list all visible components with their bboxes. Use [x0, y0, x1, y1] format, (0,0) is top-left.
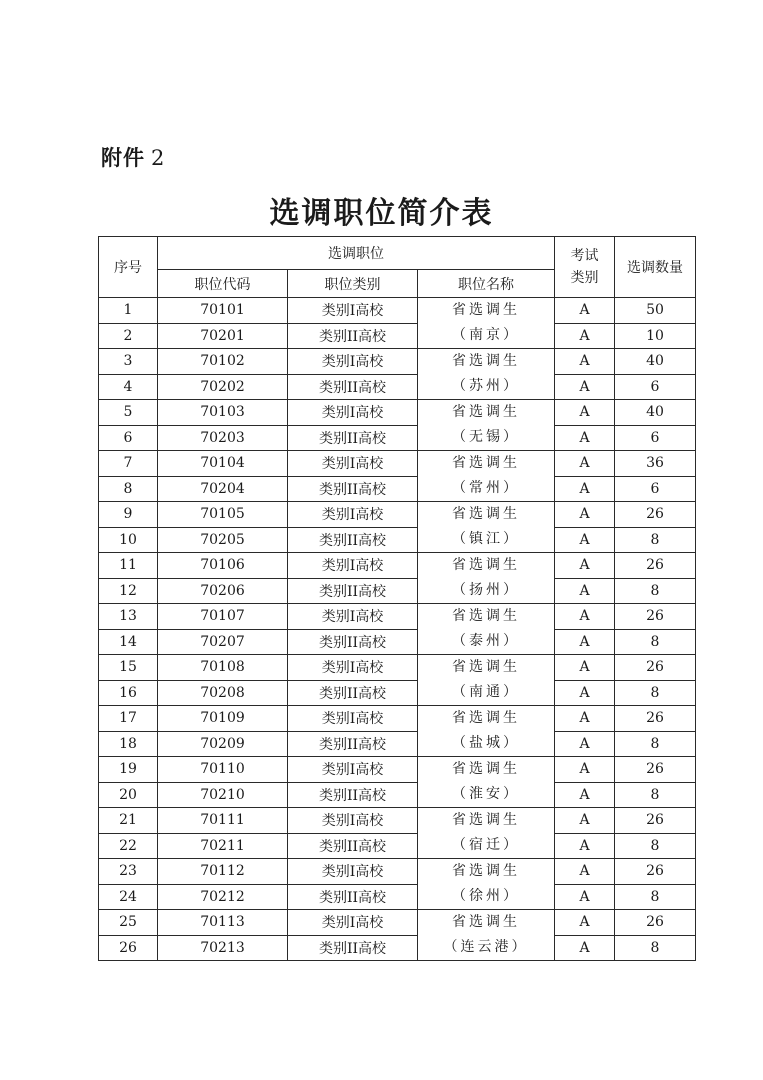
cell-quota: 26: [615, 706, 696, 732]
attachment-label: [101, 142, 165, 172]
cell-position-name: [418, 604, 555, 655]
cell-code: 70108: [158, 655, 288, 681]
cell-code: 70203: [158, 425, 288, 451]
attachment-number: 2: [151, 146, 166, 170]
cell-seq: 6: [99, 425, 158, 451]
cell-category: 类别I高校: [288, 808, 418, 834]
position-name-line2: （扬州）: [452, 582, 520, 598]
cell-quota: 8: [615, 629, 696, 655]
cell-seq: 25: [99, 910, 158, 936]
table-row: [99, 578, 696, 604]
header-code: 职位代码: [158, 270, 288, 298]
position-name-line2: （镇江）: [452, 531, 520, 547]
cell-quota: 26: [615, 655, 696, 681]
position-name-line2: （常州）: [452, 480, 520, 496]
position-name-line2: （苏州）: [452, 378, 520, 394]
cell-position-name: [418, 655, 555, 706]
cell-quota: 26: [615, 604, 696, 630]
cell-exam-type: A: [555, 527, 615, 553]
cell-code: 70103: [158, 400, 288, 426]
position-name-line1: 省选调生: [452, 608, 520, 624]
cell-exam-type: A: [555, 604, 615, 630]
cell-seq: 24: [99, 884, 158, 910]
cell-quota: 26: [615, 502, 696, 528]
cell-position-name: [418, 757, 555, 808]
position-name-line1: 省选调生: [452, 863, 520, 879]
header-category: 职位类别: [288, 270, 418, 298]
cell-category: 类别I高校: [288, 502, 418, 528]
cell-seq: 11: [99, 553, 158, 579]
position-name-line1: 省选调生: [452, 302, 520, 318]
cell-category: 类别II高校: [288, 476, 418, 502]
cell-seq: 10: [99, 527, 158, 553]
header-seq: 序号: [99, 237, 158, 298]
cell-seq: 2: [99, 323, 158, 349]
cell-code: 70112: [158, 859, 288, 885]
cell-exam-type: A: [555, 374, 615, 400]
cell-category: 类别I高校: [288, 400, 418, 426]
cell-seq: 23: [99, 859, 158, 885]
cell-category: 类别II高校: [288, 578, 418, 604]
cell-code: 70205: [158, 527, 288, 553]
cell-category: 类别I高校: [288, 604, 418, 630]
cell-quota: 8: [615, 578, 696, 604]
position-name-line1: 省选调生: [452, 659, 520, 675]
table-row: [99, 731, 696, 757]
cell-code: 70106: [158, 553, 288, 579]
cell-position-name: [418, 553, 555, 604]
header-name: 职位名称: [418, 270, 555, 298]
cell-exam-type: A: [555, 680, 615, 706]
table-row: [99, 706, 696, 732]
cell-quota: 36: [615, 451, 696, 477]
cell-position-name: [418, 502, 555, 553]
table-row: [99, 400, 696, 426]
cell-code: 70201: [158, 323, 288, 349]
table-row: [99, 757, 696, 783]
position-name-line2: （徐州）: [452, 888, 520, 904]
cell-seq: 26: [99, 935, 158, 961]
cell-code: 70101: [158, 298, 288, 324]
positions-table: [98, 236, 696, 961]
cell-exam-type: A: [555, 553, 615, 579]
position-name-line2: （淮安）: [452, 786, 520, 802]
cell-code: 70211: [158, 833, 288, 859]
cell-category: 类别I高校: [288, 655, 418, 681]
cell-category: 类别II高校: [288, 731, 418, 757]
cell-code: 70104: [158, 451, 288, 477]
cell-seq: 18: [99, 731, 158, 757]
table-row: [99, 910, 696, 936]
table-row: [99, 680, 696, 706]
cell-seq: 4: [99, 374, 158, 400]
cell-seq: 3: [99, 349, 158, 375]
cell-quota: 10: [615, 323, 696, 349]
cell-seq: 7: [99, 451, 158, 477]
table-row: [99, 476, 696, 502]
position-name-line2: （连云港）: [443, 939, 529, 955]
cell-quota: 40: [615, 349, 696, 375]
table-row: [99, 374, 696, 400]
cell-seq: 9: [99, 502, 158, 528]
cell-position-name: [418, 400, 555, 451]
table-row: [99, 935, 696, 961]
cell-code: 70105: [158, 502, 288, 528]
table-row: [99, 859, 696, 885]
cell-exam-type: A: [555, 476, 615, 502]
cell-code: 70111: [158, 808, 288, 834]
cell-seq: 13: [99, 604, 158, 630]
cell-exam-type: A: [555, 655, 615, 681]
cell-exam-type: A: [555, 884, 615, 910]
cell-code: 70102: [158, 349, 288, 375]
cell-category: 类别I高校: [288, 451, 418, 477]
cell-seq: 8: [99, 476, 158, 502]
cell-quota: 26: [615, 859, 696, 885]
position-name-line1: 省选调生: [452, 557, 520, 573]
cell-quota: 8: [615, 782, 696, 808]
position-name-line1: 省选调生: [452, 914, 520, 930]
page-title: 选调职位简介表: [269, 196, 494, 231]
position-name-line1: 省选调生: [452, 506, 520, 522]
cell-quota: 6: [615, 476, 696, 502]
position-name-line1: 省选调生: [452, 710, 520, 726]
cell-category: 类别I高校: [288, 349, 418, 375]
cell-position-name: [418, 349, 555, 400]
cell-category: 类别I高校: [288, 910, 418, 936]
header-position-group: 选调职位: [158, 237, 555, 270]
table-row: [99, 527, 696, 553]
cell-exam-type: A: [555, 935, 615, 961]
cell-category: 类别I高校: [288, 706, 418, 732]
cell-exam-type: A: [555, 400, 615, 426]
cell-quota: 8: [615, 680, 696, 706]
table-row: [99, 451, 696, 477]
table-row: [99, 425, 696, 451]
cell-category: 类别II高校: [288, 527, 418, 553]
cell-quota: 8: [615, 833, 696, 859]
cell-category: 类别II高校: [288, 374, 418, 400]
cell-quota: 6: [615, 425, 696, 451]
cell-exam-type: A: [555, 833, 615, 859]
header-exam-type-text: 考试类别: [570, 248, 599, 286]
cell-code: 70212: [158, 884, 288, 910]
position-name-line1: 省选调生: [452, 455, 520, 471]
cell-code: 70110: [158, 757, 288, 783]
cell-position-name: [418, 706, 555, 757]
table-row: [99, 629, 696, 655]
cell-code: 70210: [158, 782, 288, 808]
cell-exam-type: A: [555, 757, 615, 783]
attachment-label-text: 附件: [101, 146, 145, 170]
table-row: [99, 323, 696, 349]
position-name-line2: （盐城）: [452, 735, 520, 751]
header-exam-type: [555, 237, 615, 298]
cell-category: 类别I高校: [288, 553, 418, 579]
cell-seq: 19: [99, 757, 158, 783]
cell-exam-type: A: [555, 706, 615, 732]
position-name-line2: （无锡）: [452, 429, 520, 445]
table-body: [99, 298, 696, 961]
cell-category: 类别II高校: [288, 425, 418, 451]
cell-exam-type: A: [555, 451, 615, 477]
position-name-line2: （南通）: [452, 684, 520, 700]
cell-exam-type: A: [555, 298, 615, 324]
cell-seq: 12: [99, 578, 158, 604]
cell-quota: 8: [615, 935, 696, 961]
cell-exam-type: A: [555, 808, 615, 834]
cell-category: 类别II高校: [288, 323, 418, 349]
cell-exam-type: A: [555, 502, 615, 528]
header-quota: 选调数量: [615, 237, 696, 298]
cell-quota: 26: [615, 808, 696, 834]
cell-quota: 8: [615, 731, 696, 757]
position-name-line1: 省选调生: [452, 353, 520, 369]
cell-position-name: [418, 451, 555, 502]
position-name-line1: 省选调生: [452, 812, 520, 828]
cell-category: 类别II高校: [288, 884, 418, 910]
cell-exam-type: A: [555, 349, 615, 375]
table-row: [99, 298, 696, 324]
cell-code: 70107: [158, 604, 288, 630]
cell-quota: 26: [615, 910, 696, 936]
cell-quota: 8: [615, 884, 696, 910]
cell-code: 70209: [158, 731, 288, 757]
cell-code: 70206: [158, 578, 288, 604]
cell-quota: 50: [615, 298, 696, 324]
table-row: [99, 349, 696, 375]
cell-code: 70204: [158, 476, 288, 502]
table-row: [99, 833, 696, 859]
cell-quota: 6: [615, 374, 696, 400]
cell-code: 70202: [158, 374, 288, 400]
cell-seq: 15: [99, 655, 158, 681]
position-name-line1: 省选调生: [452, 761, 520, 777]
cell-seq: 17: [99, 706, 158, 732]
cell-category: 类别II高校: [288, 629, 418, 655]
cell-position-name: [418, 808, 555, 859]
table-row: [99, 502, 696, 528]
table-row: [99, 782, 696, 808]
cell-code: 70113: [158, 910, 288, 936]
cell-category: 类别I高校: [288, 757, 418, 783]
cell-code: 70207: [158, 629, 288, 655]
cell-seq: 21: [99, 808, 158, 834]
cell-seq: 1: [99, 298, 158, 324]
cell-quota: 8: [615, 527, 696, 553]
cell-seq: 14: [99, 629, 158, 655]
cell-category: 类别II高校: [288, 680, 418, 706]
cell-seq: 22: [99, 833, 158, 859]
cell-exam-type: A: [555, 910, 615, 936]
cell-code: 70109: [158, 706, 288, 732]
cell-quota: 26: [615, 553, 696, 579]
cell-quota: 26: [615, 757, 696, 783]
cell-position-name: [418, 298, 555, 349]
position-name-line2: （南京）: [452, 327, 520, 343]
cell-code: 70208: [158, 680, 288, 706]
table-row: [99, 808, 696, 834]
cell-category: 类别I高校: [288, 859, 418, 885]
cell-position-name: [418, 910, 555, 961]
cell-exam-type: A: [555, 859, 615, 885]
cell-position-name: [418, 859, 555, 910]
cell-quota: 40: [615, 400, 696, 426]
position-name-line2: （泰州）: [452, 633, 520, 649]
cell-category: 类别II高校: [288, 935, 418, 961]
table-row: [99, 553, 696, 579]
position-name-line1: 省选调生: [452, 404, 520, 420]
cell-category: 类别I高校: [288, 298, 418, 324]
cell-seq: 20: [99, 782, 158, 808]
table-row: [99, 655, 696, 681]
cell-exam-type: A: [555, 425, 615, 451]
cell-exam-type: A: [555, 323, 615, 349]
cell-exam-type: A: [555, 731, 615, 757]
cell-exam-type: A: [555, 782, 615, 808]
cell-seq: 16: [99, 680, 158, 706]
cell-seq: 5: [99, 400, 158, 426]
cell-category: 类别II高校: [288, 782, 418, 808]
position-name-line2: （宿迁）: [452, 837, 520, 853]
table-row: [99, 884, 696, 910]
table-row: [99, 604, 696, 630]
cell-exam-type: A: [555, 578, 615, 604]
cell-exam-type: A: [555, 629, 615, 655]
cell-code: 70213: [158, 935, 288, 961]
cell-category: 类别II高校: [288, 833, 418, 859]
